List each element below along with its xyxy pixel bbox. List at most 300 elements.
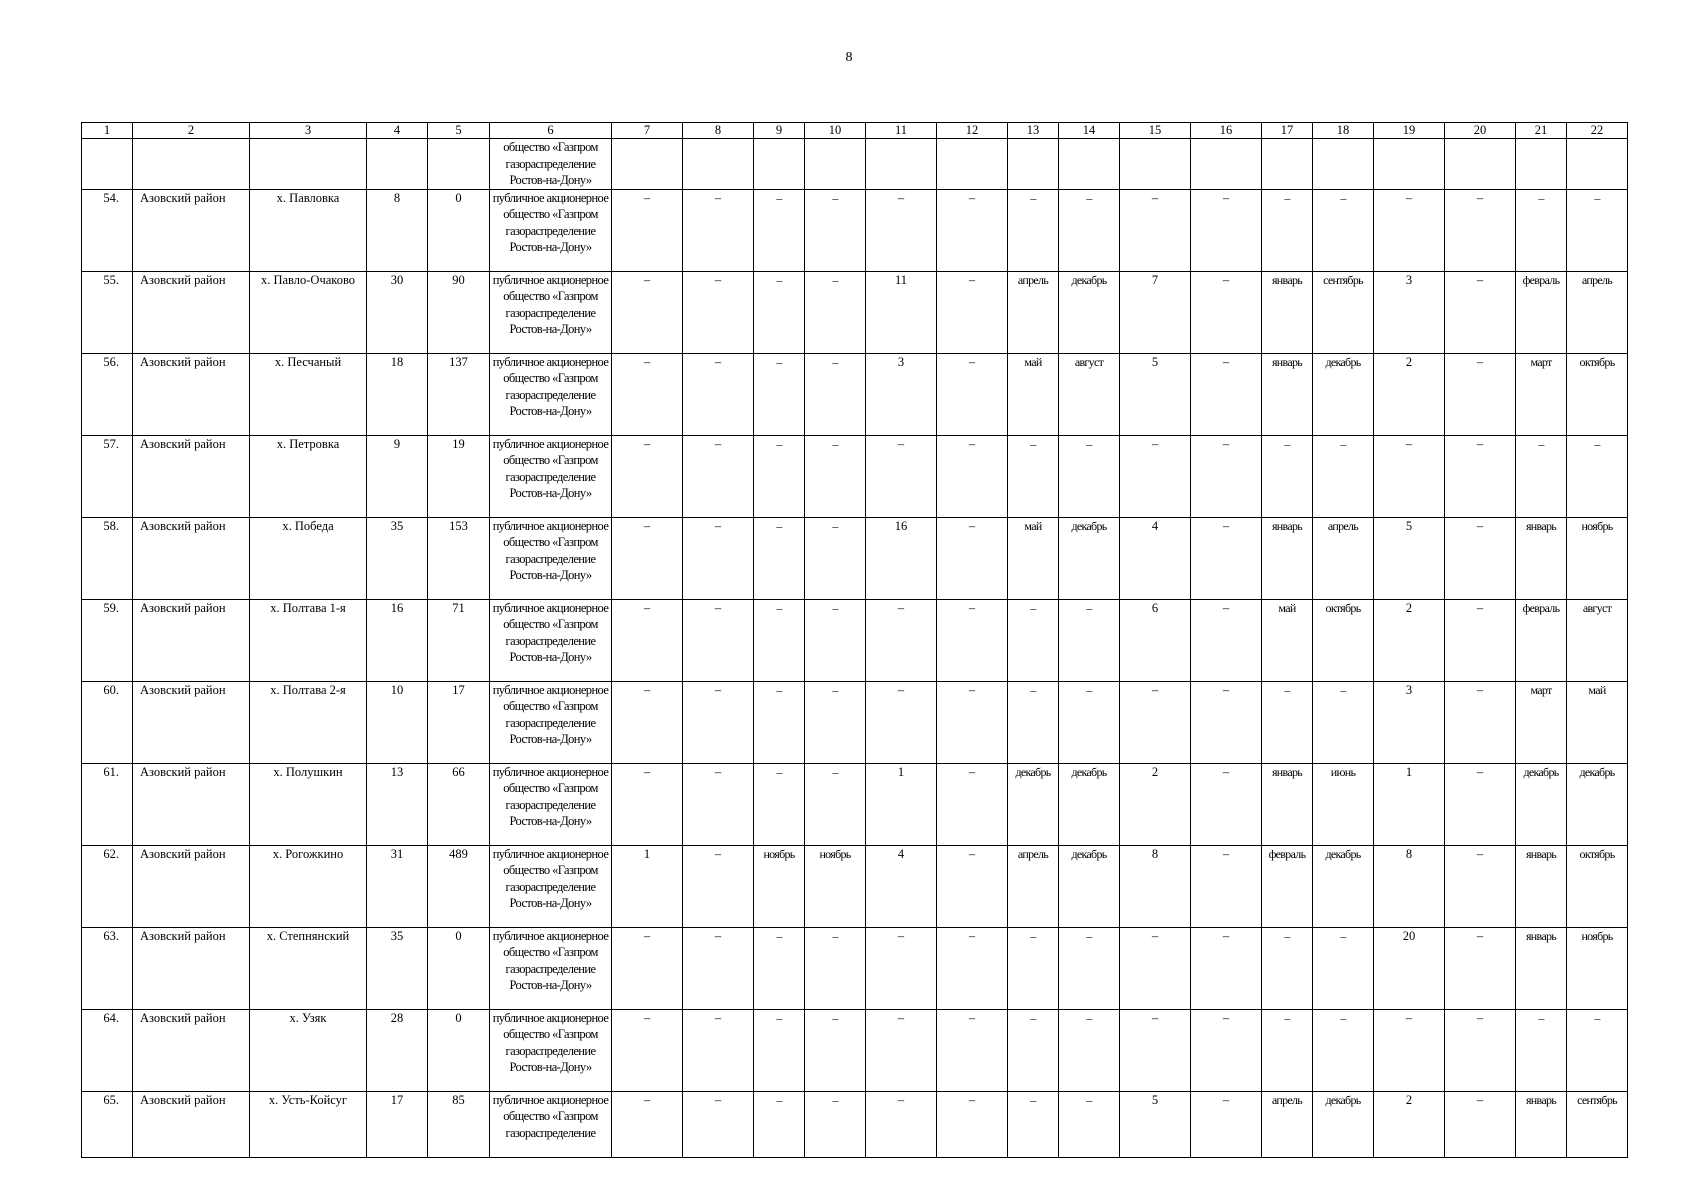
table-row [82,517,1628,599]
table-cell-col-17: – [1262,1009,1313,1091]
table-cell-col-20: 20 [1445,123,1516,139]
table-cell-col-1: 60. [82,681,133,763]
table-cell-col-19: 3 [1374,271,1445,353]
table-cell-col-17: январь [1262,271,1313,353]
table-cell-col-20: – [1445,1091,1516,1157]
table-cell-col-15: 5 [1120,353,1191,435]
table-cell-col-20: – [1445,1009,1516,1091]
table-cell-col-19: 2 [1374,599,1445,681]
table-cell-col-7: 1 [612,845,683,927]
table-cell-col-19: – [1374,189,1445,271]
table-cell-col-21: – [1516,435,1567,517]
table-cell-col-4: 35 [367,517,428,599]
table-cell-col-14: – [1059,1009,1120,1091]
table-cell-col-7: 7 [612,123,683,139]
table-cell-col-11: 16 [866,517,937,599]
table-cell-col-19: – [1374,1009,1445,1091]
table-cell-col-11: 1 [866,763,937,845]
table-cell-col-8: 8 [683,123,754,139]
table-cell-col-2: Азовский район [133,271,250,353]
table-cell-col-6: 6 [490,123,612,139]
table-cell-col-14: 14 [1059,123,1120,139]
table-cell-col-13: – [1008,1091,1059,1157]
table-cell-col-19: 19 [1374,123,1445,139]
table-row [82,271,1628,353]
table-cell-col-21: март [1516,353,1567,435]
table-cell-col-16: – [1191,1091,1262,1157]
table-cell-col-8: – [683,353,754,435]
table-cell-col-17: 17 [1262,123,1313,139]
table-cell-col-9: – [754,927,805,1009]
table-row [82,845,1628,927]
table-cell-col-14: декабрь [1059,517,1120,599]
table-cell-col-14: – [1059,927,1120,1009]
table-cell-col-10: – [805,681,866,763]
table-row-continuation [82,139,1628,190]
table-cell-col-13: – [1008,927,1059,1009]
table-cell-col-22: октябрь [1567,353,1628,435]
table-cell-col-16: 16 [1191,123,1262,139]
table-cell-col-4: 9 [367,435,428,517]
table-cell-col-12 [937,139,1008,190]
table-cell-col-9: – [754,189,805,271]
table-row [82,435,1628,517]
table-cell-col-10: 10 [805,123,866,139]
table-cell-col-6: публичное акционерное общество «Газпром газораспределение Ростов-на-Дону» [490,681,612,763]
table-row-last [82,1091,1628,1157]
table-cell-col-18: – [1313,189,1374,271]
table-cell-col-18: – [1313,927,1374,1009]
table-cell-col-13: май [1008,353,1059,435]
table-cell-col-7: – [612,189,683,271]
table-cell-col-10: – [805,517,866,599]
table-cell-col-22: – [1567,189,1628,271]
table-cell-col-15: 5 [1120,1091,1191,1157]
table-cell-col-22: декабрь [1567,763,1628,845]
table-cell-col-5: 5 [428,123,490,139]
table-cell-col-6: публичное акционерное общество «Газпром газораспределение Ростов-на-Дону» [490,763,612,845]
table-cell-col-1: 1 [82,123,133,139]
table-cell-col-6: публичное акционерное общество «Газпром газораспределение Ростов-на-Дону» [490,271,612,353]
table-cell-col-20: – [1445,435,1516,517]
table-cell-col-11: – [866,599,937,681]
table-cell-col-12: – [937,435,1008,517]
table-cell-col-17: январь [1262,517,1313,599]
table-cell-col-1: 65. [82,1091,133,1157]
table-cell-col-8: – [683,435,754,517]
table-cell-col-21: 21 [1516,123,1567,139]
table-cell-col-3: х. Павловка [250,189,367,271]
table-cell-col-16: – [1191,845,1262,927]
table-cell-col-7 [612,139,683,190]
table-cell-col-1: 64. [82,1009,133,1091]
table-cell-col-14: – [1059,189,1120,271]
table-cell-col-9: – [754,763,805,845]
table-cell-col-4: 28 [367,1009,428,1091]
table-cell-col-17: – [1262,927,1313,1009]
table-cell-col-16: – [1191,435,1262,517]
table-cell-col-7: – [612,435,683,517]
table-cell-col-18: июнь [1313,763,1374,845]
table-cell-col-6: публичное акционерное общество «Газпром газораспределение Ростов-на-Дону» [490,353,612,435]
table-cell-col-4: 31 [367,845,428,927]
table-cell-col-5: 0 [428,189,490,271]
table-cell-col-17: – [1262,681,1313,763]
table-cell-col-21: февраль [1516,599,1567,681]
table-cell-col-6: общество «Газпром газораспределение Ростов-на-Дону» [490,139,612,190]
table-cell-col-3: х. Полушкин [250,763,367,845]
table-cell-col-11: – [866,435,937,517]
table-cell-col-4: 10 [367,681,428,763]
table-cell-col-2: Азовский район [133,681,250,763]
table-cell-col-14: декабрь [1059,763,1120,845]
table-cell-col-10: – [805,1009,866,1091]
table-cell-col-13: апрель [1008,271,1059,353]
table-cell-col-10: – [805,763,866,845]
table-cell-col-12: – [937,271,1008,353]
table-cell-col-10: ноябрь [805,845,866,927]
table-cell-col-18: апрель [1313,517,1374,599]
table-cell-col-13: декабрь [1008,763,1059,845]
table-cell-col-11: – [866,681,937,763]
table-cell-col-19 [1374,139,1445,190]
table-cell-col-5: 66 [428,763,490,845]
table-cell-col-6: публичное акционерное общество «Газпром газораспределение Ростов-на-Дону» [490,845,612,927]
table-cell-col-18: – [1313,1009,1374,1091]
table-cell-col-22: май [1567,681,1628,763]
table-cell-col-19: 1 [1374,763,1445,845]
table-cell-col-16: – [1191,271,1262,353]
table-cell-col-18: сентябрь [1313,271,1374,353]
table-cell-col-5: 17 [428,681,490,763]
table-cell-col-7: – [612,1009,683,1091]
table-cell-col-18 [1313,139,1374,190]
table-cell-col-4: 8 [367,189,428,271]
table-cell-col-3: х. Узяк [250,1009,367,1091]
table-cell-col-5: 489 [428,845,490,927]
table-cell-col-6: публичное акционерное общество «Газпром газораспределение Ростов-на-Дону» [490,927,612,1009]
table-cell-col-18: декабрь [1313,1091,1374,1157]
table-cell-col-9: – [754,599,805,681]
table-cell-col-15: – [1120,1009,1191,1091]
table-cell-col-8: – [683,599,754,681]
table-cell-col-22: ноябрь [1567,517,1628,599]
table-cell-col-20: – [1445,681,1516,763]
table-cell-col-11: 11 [866,123,937,139]
table-cell-col-19: 8 [1374,845,1445,927]
table-cell-col-11: 3 [866,353,937,435]
table-cell-col-5: 0 [428,927,490,1009]
table-cell-col-8: – [683,763,754,845]
table-cell-col-15: 7 [1120,271,1191,353]
table-cell-col-5: 90 [428,271,490,353]
table-cell-col-15 [1120,139,1191,190]
table-cell-col-21: декабрь [1516,763,1567,845]
table-cell-col-20: – [1445,189,1516,271]
table-cell-col-15: – [1120,435,1191,517]
table-cell-col-2: 2 [133,123,250,139]
table-cell-col-7: – [612,927,683,1009]
table-cell-col-18: декабрь [1313,353,1374,435]
table-cell-col-10: – [805,271,866,353]
column-number-row [82,123,1628,139]
table-cell-col-5: 71 [428,599,490,681]
table-cell-col-8: – [683,681,754,763]
table-cell-col-6: публичное акционерное общество «Газпром газораспределение Ростов-на-Дону» [490,599,612,681]
table-cell-col-14: – [1059,681,1120,763]
table-cell-col-1: 54. [82,189,133,271]
table-cell-col-19: 2 [1374,1091,1445,1157]
table-cell-col-8: – [683,845,754,927]
table-cell-col-13: – [1008,1009,1059,1091]
table-cell-col-9: – [754,681,805,763]
table-cell-col-20: – [1445,517,1516,599]
table-cell-col-1: 62. [82,845,133,927]
table-cell-col-11: – [866,189,937,271]
table-cell-col-22: 22 [1567,123,1628,139]
table-cell-col-14: декабрь [1059,845,1120,927]
table-row [82,599,1628,681]
table-cell-col-11: 11 [866,271,937,353]
table-cell-col-5 [428,139,490,190]
table-cell-col-4: 17 [367,1091,428,1157]
table-cell-col-8: – [683,189,754,271]
table-cell-col-15: – [1120,927,1191,1009]
table-cell-col-18: – [1313,681,1374,763]
table-cell-col-8: – [683,927,754,1009]
table-cell-col-1: 57. [82,435,133,517]
table-cell-col-16: – [1191,517,1262,599]
table-cell-col-3: х. Полтава 1-я [250,599,367,681]
table-cell-col-9: – [754,353,805,435]
table-cell-col-12: – [937,927,1008,1009]
table-cell-col-11 [866,139,937,190]
table-cell-col-21: – [1516,189,1567,271]
table-cell-col-18: – [1313,435,1374,517]
table-cell-col-14: – [1059,1091,1120,1157]
table-cell-col-16: – [1191,599,1262,681]
table-cell-col-5: 19 [428,435,490,517]
table-cell-col-4: 18 [367,353,428,435]
table-cell-col-17: январь [1262,353,1313,435]
table-cell-col-22: сентябрь [1567,1091,1628,1157]
table-cell-col-12: – [937,1009,1008,1091]
table-cell-col-6: публичное акционерное общество «Газпром газораспределение Ростов-на-Дону» [490,1009,612,1091]
table-cell-col-19: 20 [1374,927,1445,1009]
table-cell-col-16: – [1191,1009,1262,1091]
table-cell-col-1: 58. [82,517,133,599]
table-cell-col-12: – [937,189,1008,271]
table-cell-col-18: декабрь [1313,845,1374,927]
table-cell-col-20: – [1445,599,1516,681]
table-cell-col-11: – [866,1091,937,1157]
table-cell-col-21: январь [1516,927,1567,1009]
table-cell-col-3: х. Победа [250,517,367,599]
table-cell-col-15: 6 [1120,599,1191,681]
table-cell-col-19: 3 [1374,681,1445,763]
table-cell-col-17: январь [1262,763,1313,845]
table-cell-col-22: октябрь [1567,845,1628,927]
table-cell-col-21 [1516,139,1567,190]
table-cell-col-3: 3 [250,123,367,139]
table-cell-col-12: – [937,599,1008,681]
table-cell-col-22: – [1567,1009,1628,1091]
table-cell-col-8: – [683,517,754,599]
table-cell-col-12: – [937,1091,1008,1157]
table-cell-col-21: январь [1516,517,1567,599]
table-cell-col-4: 35 [367,927,428,1009]
table-cell-col-1 [82,139,133,190]
table-cell-col-15: – [1120,681,1191,763]
table-cell-col-7: – [612,681,683,763]
table-cell-col-12: – [937,763,1008,845]
table-cell-col-10: – [805,435,866,517]
table-cell-col-1: 61. [82,763,133,845]
table-cell-col-17: февраль [1262,845,1313,927]
table-cell-col-4: 13 [367,763,428,845]
table-cell-col-2: Азовский район [133,1009,250,1091]
table-cell-col-2: Азовский район [133,927,250,1009]
table-cell-col-9: ноябрь [754,845,805,927]
table-row [82,763,1628,845]
table-cell-col-8: – [683,271,754,353]
table-cell-col-12: – [937,353,1008,435]
table-cell-col-21: январь [1516,1091,1567,1157]
table-cell-col-6: публичное акционерное общество «Газпром газораспределение [490,1091,612,1157]
table-cell-col-20: – [1445,845,1516,927]
table-cell-col-16: – [1191,681,1262,763]
table-cell-col-12: – [937,517,1008,599]
table-cell-col-21: – [1516,1009,1567,1091]
table-row [82,927,1628,1009]
table-cell-col-17: – [1262,189,1313,271]
table-cell-col-5: 85 [428,1091,490,1157]
table-cell-col-1: 56. [82,353,133,435]
table-cell-col-22 [1567,139,1628,190]
table-cell-col-3: х. Павло-Очаково [250,271,367,353]
table-cell-col-14: – [1059,435,1120,517]
table-cell-col-19: – [1374,435,1445,517]
table-cell-col-20: – [1445,353,1516,435]
table-cell-col-16 [1191,139,1262,190]
table-cell-col-7: – [612,763,683,845]
table-cell-col-4: 30 [367,271,428,353]
table-cell-col-1: 59. [82,599,133,681]
table-cell-col-15: 2 [1120,763,1191,845]
table-cell-col-13: – [1008,435,1059,517]
data-table [81,122,1628,1158]
table-cell-col-22: – [1567,435,1628,517]
table-cell-col-22: ноябрь [1567,927,1628,1009]
table-cell-col-3: х. Петровка [250,435,367,517]
table-cell-col-9 [754,139,805,190]
table-cell-col-2: Азовский район [133,599,250,681]
table-cell-col-21: февраль [1516,271,1567,353]
table-cell-col-14: август [1059,353,1120,435]
table-cell-col-16: – [1191,189,1262,271]
table-cell-col-19: 2 [1374,353,1445,435]
table-cell-col-20: – [1445,763,1516,845]
table-row [82,1009,1628,1091]
table-cell-col-13 [1008,139,1059,190]
table-cell-col-13: 13 [1008,123,1059,139]
table-cell-col-2: Азовский район [133,517,250,599]
table-cell-col-20 [1445,139,1516,190]
table-cell-col-20: – [1445,271,1516,353]
table-cell-col-22: август [1567,599,1628,681]
table-cell-col-6: публичное акционерное общество «Газпром газораспределение Ростов-на-Дону» [490,435,612,517]
table-cell-col-2: Азовский район [133,763,250,845]
table-cell-col-7: – [612,1091,683,1157]
table-cell-col-21: март [1516,681,1567,763]
table-cell-col-10: – [805,353,866,435]
table-cell-col-3: х. Усть-Койсуг [250,1091,367,1157]
table-cell-col-15: 8 [1120,845,1191,927]
table-cell-col-2 [133,139,250,190]
table-cell-col-2: Азовский район [133,1091,250,1157]
table-cell-col-14: – [1059,599,1120,681]
table-cell-col-14: декабрь [1059,271,1120,353]
table-cell-col-13: – [1008,599,1059,681]
table-cell-col-12: – [937,845,1008,927]
page-number: 8 [845,50,853,65]
table-cell-col-5: 153 [428,517,490,599]
table-row [82,681,1628,763]
table-cell-col-9: – [754,517,805,599]
table-cell-col-6: публичное акционерное общество «Газпром газораспределение Ростов-на-Дону» [490,189,612,271]
table-cell-col-5: 0 [428,1009,490,1091]
table-cell-col-8: – [683,1091,754,1157]
table-cell-col-9: – [754,435,805,517]
table-cell-col-13: – [1008,189,1059,271]
table-cell-col-11: – [866,1009,937,1091]
table-cell-col-20: – [1445,927,1516,1009]
table-cell-col-7: – [612,353,683,435]
table-cell-col-10: – [805,599,866,681]
table-cell-col-13: апрель [1008,845,1059,927]
table-cell-col-18: октябрь [1313,599,1374,681]
table-cell-col-15: 4 [1120,517,1191,599]
table-cell-col-9: – [754,271,805,353]
table-cell-col-2: Азовский район [133,189,250,271]
table-cell-col-21: январь [1516,845,1567,927]
table-cell-col-8: – [683,1009,754,1091]
table-cell-col-13: май [1008,517,1059,599]
table-cell-col-15: – [1120,189,1191,271]
table-cell-col-14 [1059,139,1120,190]
table-cell-col-3: х. Рогожкино [250,845,367,927]
table-cell-col-10: – [805,927,866,1009]
table-cell-col-17: май [1262,599,1313,681]
table-cell-col-7: – [612,271,683,353]
table-cell-col-2: Азовский район [133,845,250,927]
table-cell-col-10 [805,139,866,190]
table-cell-col-1: 55. [82,271,133,353]
table-cell-col-3: х. Песчаный [250,353,367,435]
table-cell-col-7: – [612,517,683,599]
table-cell-col-19: 5 [1374,517,1445,599]
table-cell-col-3: х. Степнянский [250,927,367,1009]
table-cell-col-16: – [1191,353,1262,435]
table-cell-col-1: 63. [82,927,133,1009]
table-cell-col-17: апрель [1262,1091,1313,1157]
table-cell-col-6: публичное акционерное общество «Газпром газораспределение Ростов-на-Дону» [490,517,612,599]
table-cell-col-4: 16 [367,599,428,681]
table-cell-col-16: – [1191,763,1262,845]
table-cell-col-11: 4 [866,845,937,927]
table-cell-col-10: – [805,189,866,271]
table-cell-col-3 [250,139,367,190]
